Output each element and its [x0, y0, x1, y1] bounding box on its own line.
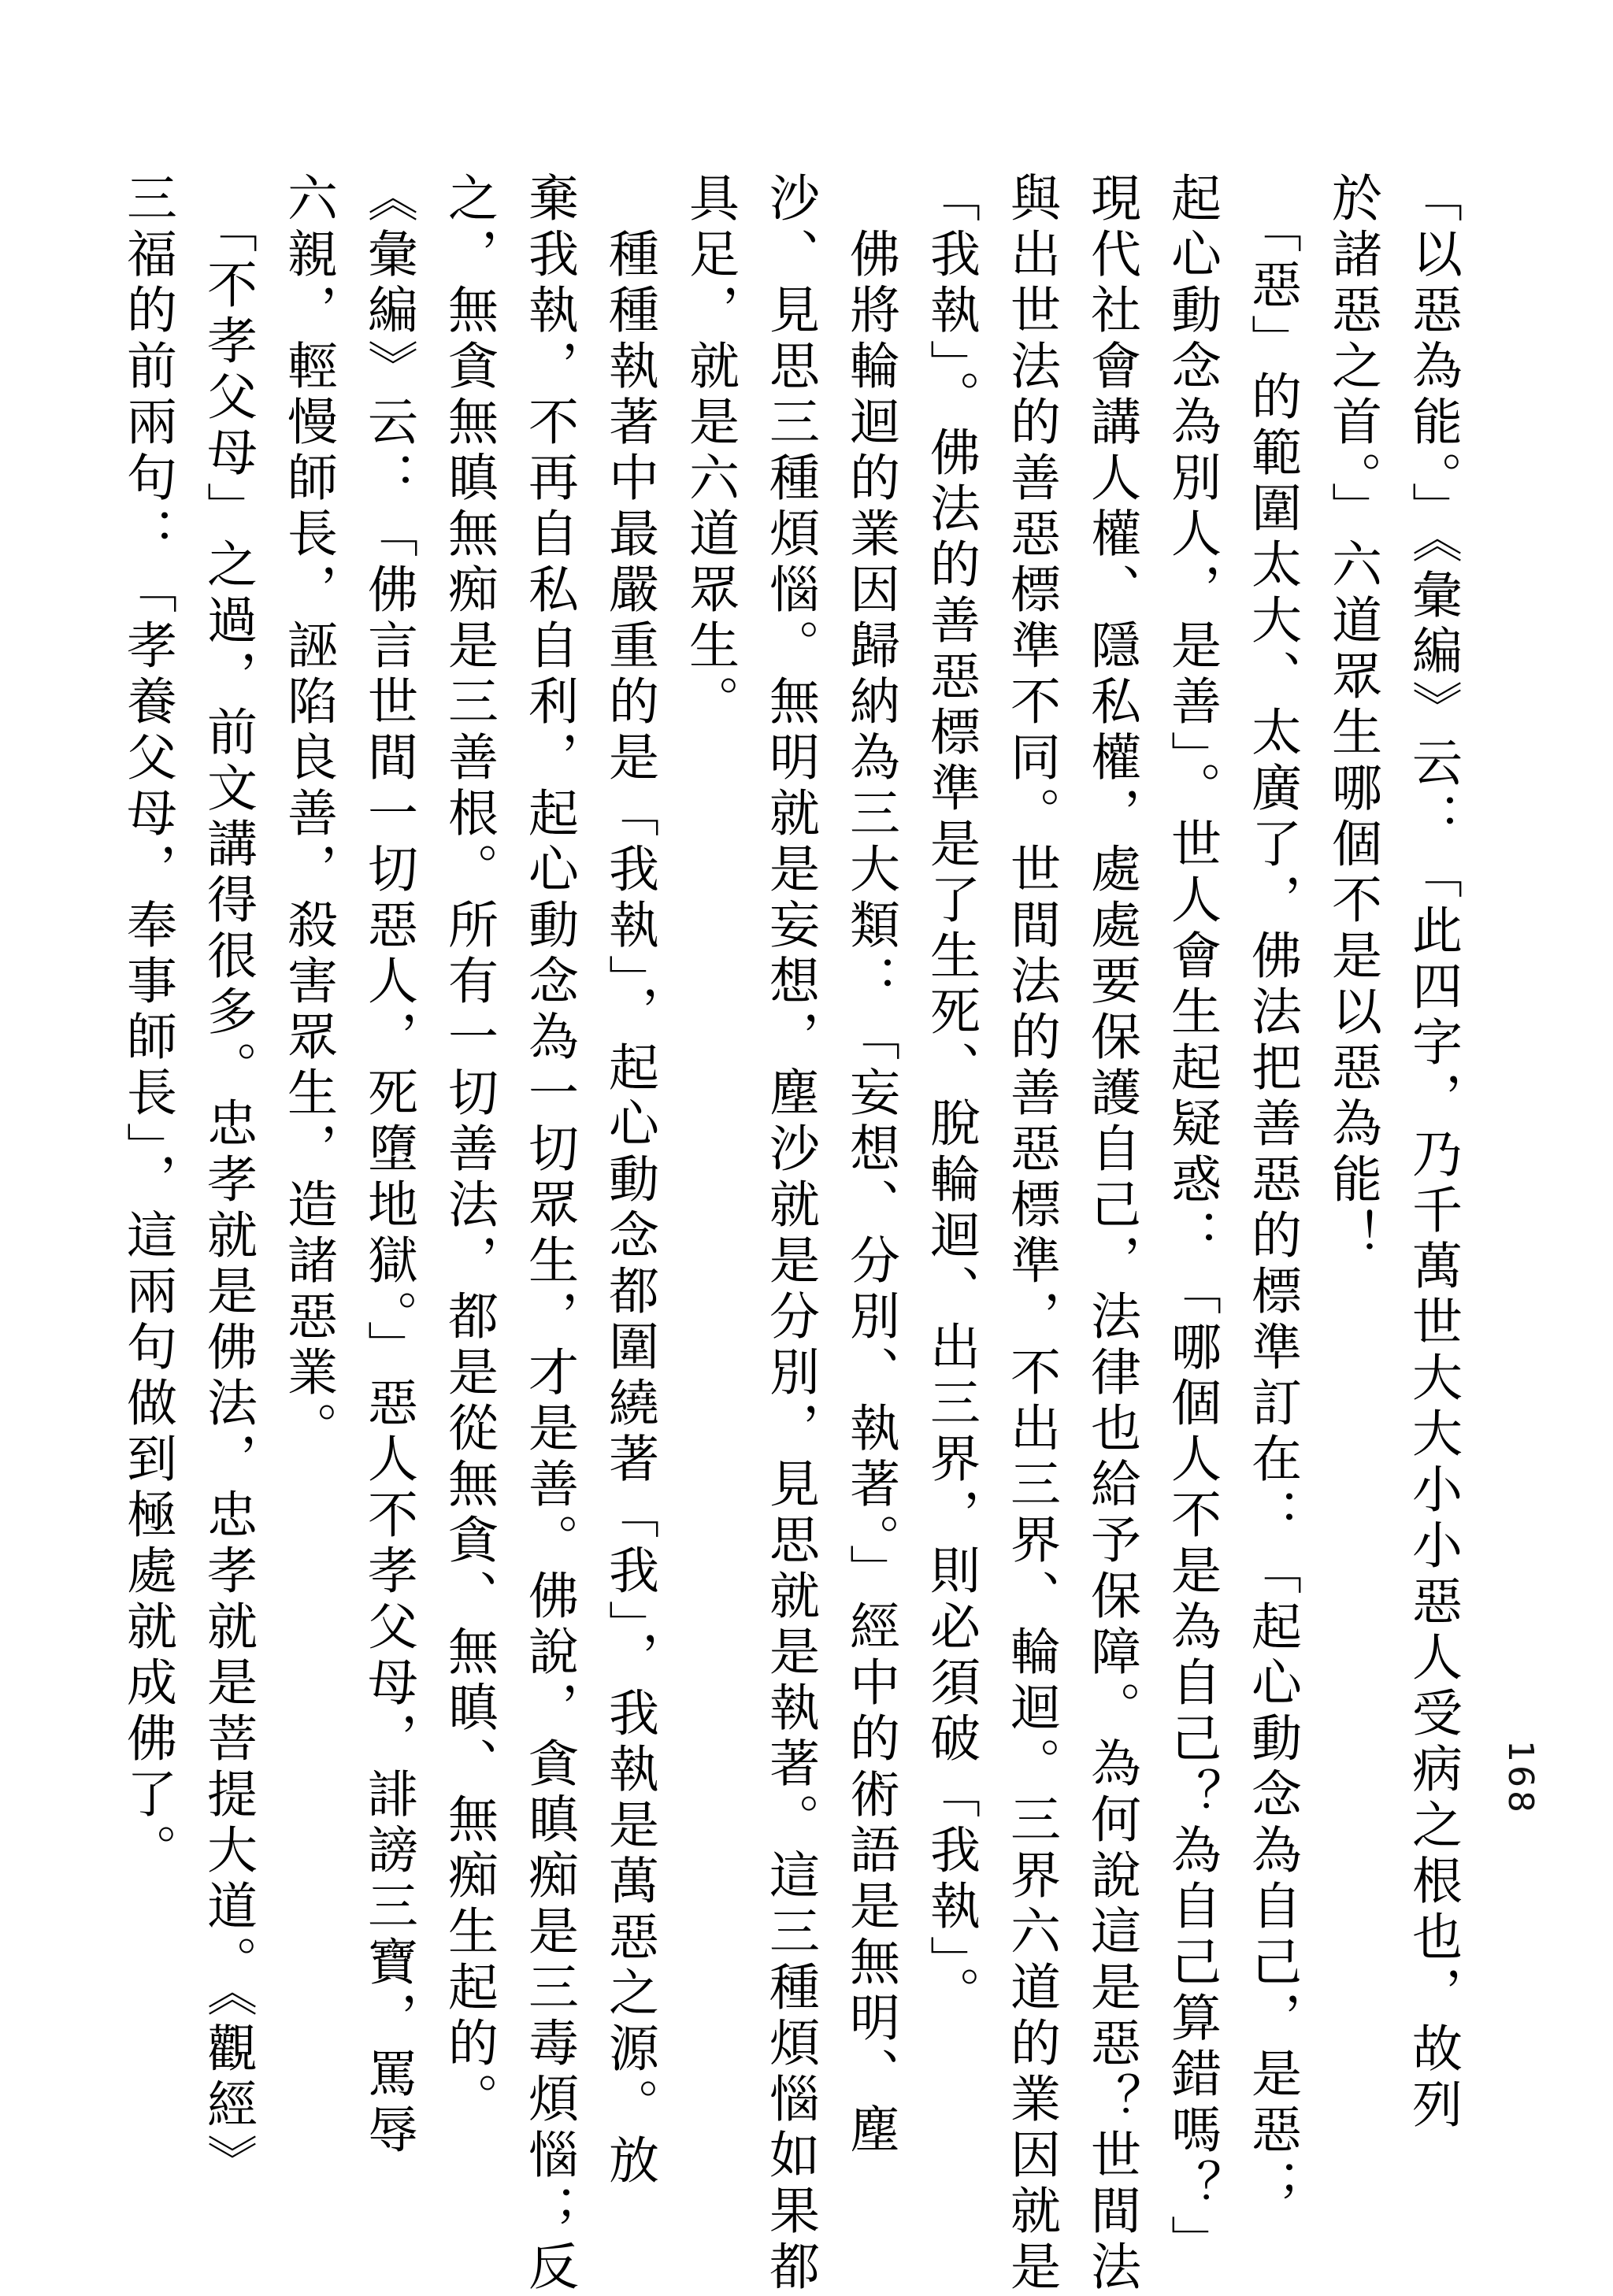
- text-column: 起心動念為別人，是善」。世人會生起疑惑：「哪個人不是為自己？為自己算錯嗎？」: [1162, 172, 1221, 2271]
- text-column: 佛將輪迴的業因歸納為三大類：「妄想、分別、執著。」經中的術語是無明、塵: [841, 172, 899, 2159]
- text-column: 「不孝父母」之過，前文講得很多。忠孝就是佛法，忠孝就是菩提大道。《觀經》: [198, 172, 257, 2190]
- body-text: [118, 172, 1473, 2296]
- text-column: 《彙編》云：「佛言世間一切惡人，死墮地獄。」惡人不孝父母，誹謗三寶，罵辱: [359, 172, 417, 2159]
- text-column: 具足，就是六道眾生。: [680, 172, 739, 731]
- text-column: 「我執」。佛法的善惡標準是了生死、脫輪迴、出三界，則必須破「我執」。: [921, 172, 980, 2022]
- text-column: 「以惡為能。」《彙編》云：「此四字，乃千萬世大大小小惡人受病之根也，故列: [1403, 172, 1462, 2134]
- text-column: 種種執著中最嚴重的是「我執」，起心動念都圍繞著「我」，我執是萬惡之源。放: [600, 172, 658, 2190]
- text-column: 現代社會講人權、隱私權，處處要保護自己，法律也給予保障。為何說這是惡？世間法: [1082, 172, 1140, 2296]
- text-column: 「惡」的範圍太大、太廣了，佛法把善惡的標準訂在：「起心動念為自己，是惡；: [1243, 172, 1301, 2215]
- text-column: 與出世法的善惡標準不同。世間法的善惡標準，不出三界、輪迴。三界六道的業因就是: [1002, 172, 1060, 2296]
- text-column: 三福的前兩句：「孝養父母，奉事師長」，這兩句做到極處就成佛了。: [118, 172, 176, 1879]
- text-column: 於諸惡之首。」六道眾生哪個不是以惡為能！: [1323, 172, 1381, 1265]
- page-number: 168: [1500, 1740, 1541, 1816]
- text-column: 棄我執，不再自私自利，起心動念為一切眾生，才是善。佛說，貪瞋痴是三毒煩惱；反: [520, 172, 578, 2296]
- text-column: 六親，輕慢師長，誣陷良善，殺害眾生，造諸惡業。: [279, 172, 337, 1457]
- text-column: 之，無貪無瞋無痴是三善根。所有一切善法，都是從無貪、無瞋、無痴生起的。: [439, 172, 498, 2128]
- text-column: 沙、見思三種煩惱。無明就是妄想，塵沙就是分別，見思就是執著。這三種煩惱如果都: [761, 172, 819, 2296]
